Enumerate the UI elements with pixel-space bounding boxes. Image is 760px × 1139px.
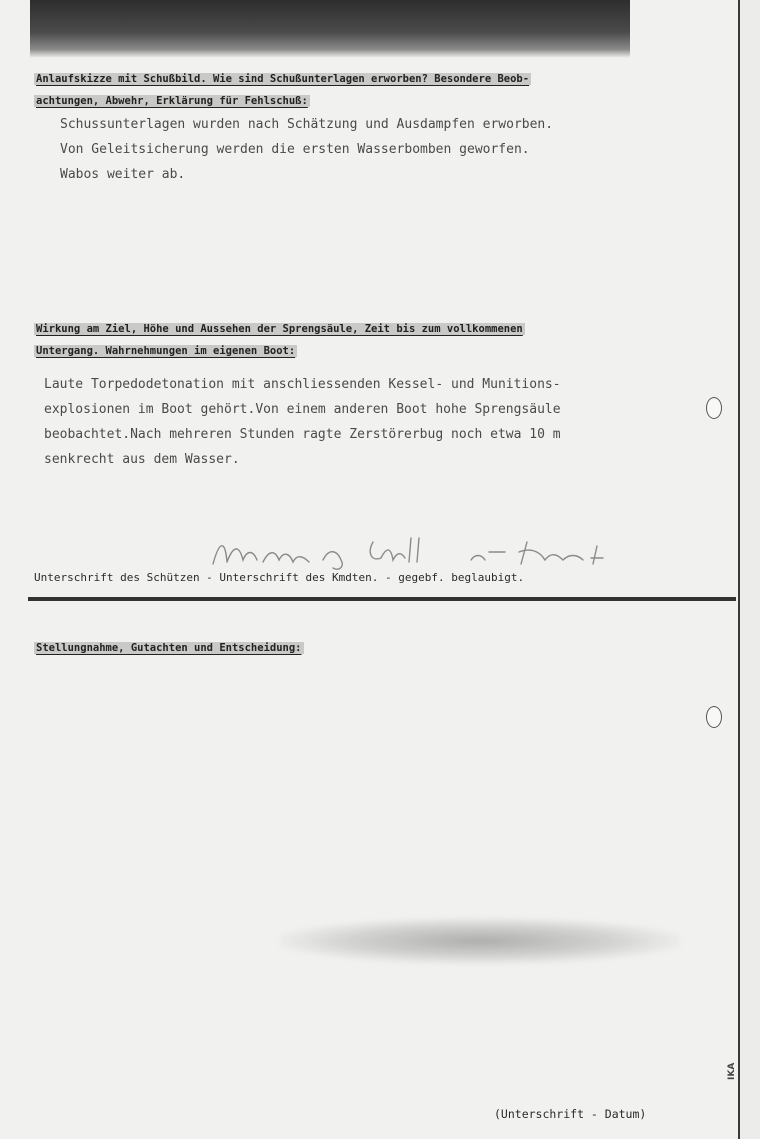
section1-heading [34,68,714,112]
section1-text-line: Schussunterlagen wurden nach Schätzung und Ausdampfen erworben. [60,117,554,132]
section-divider [28,597,736,601]
punch-hole [706,706,722,728]
section2-heading-line1: Wirkung am Ziel, Höhe und Aussehen der Sprengsäule, Zeit bis zum vollkommenen [36,323,523,335]
scan-shadow [30,0,630,58]
section1-text-line: Wabos weiter ab. [60,167,186,182]
section1-text-line: Von Geleitsicherung werden die ersten Wasserbomben geworfen. [60,142,530,157]
handwritten-signature [205,532,635,574]
signature-caption: Unterschrift des Schützen - Unterschrift des Kmdten. - gegebf. beglaubigt. [34,571,525,584]
section2-heading-line2: Untergang. Wahrnehmungen im eigenen Boot: [36,345,296,357]
section2-text-line: beobachtet.Nach mehreren Stunden ragte Zerstörerbug noch etwa 10 m [44,427,561,442]
section1-heading-line1: Anlaufskizze mit Schußbild. Wie sind Schußunterlagen erworben? Besondere Beob- [36,73,530,85]
section2-heading [34,318,714,362]
ink-smudge [280,918,680,964]
punch-hole [706,397,722,419]
section2-text-line: senkrecht aus dem Wasser. [44,452,240,467]
section1-heading-line2: achtungen, Abwehr, Erklärung für Fehlschuß: [36,95,308,107]
section3-heading-text: Stellungnahme, Gutachten und Entscheidung: [36,642,302,654]
footer-signature-date-caption: (Unterschrift - Datum) [494,1107,647,1121]
section2-text-line: explosionen im Boot gehört.Von einem anderen Boot hohe Sprengsäule [44,402,561,417]
section2-text-line: Laute Torpedodetonation mit anschliessenden Kessel- und Munitions- [44,377,561,392]
section3-heading [34,637,714,659]
archive-side-mark: IKA [727,1062,737,1080]
